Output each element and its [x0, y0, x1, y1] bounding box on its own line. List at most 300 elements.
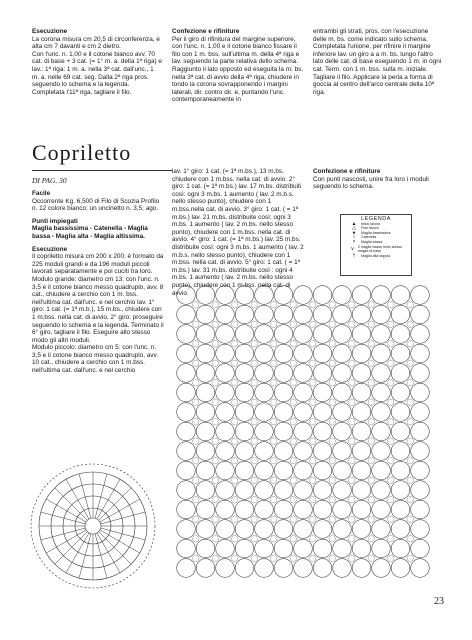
legend-title: LEGENDA	[361, 216, 391, 222]
small-module	[251, 477, 257, 483]
large-module	[411, 500, 430, 519]
small-module	[388, 438, 394, 444]
small-module	[251, 380, 257, 386]
large-module	[313, 500, 332, 519]
small-module	[407, 438, 413, 444]
small-module	[271, 380, 277, 386]
large-module	[313, 520, 332, 539]
small-module	[329, 380, 335, 386]
large-module	[196, 325, 215, 344]
large-module	[294, 403, 313, 422]
small-module	[329, 341, 335, 347]
large-module	[352, 344, 371, 363]
large-module	[411, 403, 430, 422]
small-module	[271, 477, 277, 483]
legend-label: Fine lavoro	[361, 226, 379, 231]
large-module	[235, 520, 254, 539]
large-module	[196, 539, 215, 558]
large-module	[177, 383, 196, 402]
large-module	[196, 344, 215, 363]
large-module	[294, 500, 313, 519]
large-module	[235, 559, 254, 578]
page-reference: DI PAG. 30	[32, 176, 67, 185]
large-module	[294, 520, 313, 539]
large-module	[352, 305, 371, 324]
legend-item	[347, 254, 411, 259]
small-module	[349, 360, 355, 366]
large-module	[294, 305, 313, 324]
large-module	[372, 344, 391, 363]
large-module	[411, 286, 430, 305]
small-module	[271, 438, 277, 444]
large-module	[333, 305, 352, 324]
large-module	[333, 286, 352, 305]
large-module	[391, 442, 410, 461]
large-module	[294, 442, 313, 461]
small-module	[368, 536, 374, 542]
large-module	[313, 403, 332, 422]
small-module	[232, 302, 238, 308]
legend-symbol-icon: ×	[352, 238, 356, 245]
small-module	[193, 419, 199, 425]
large-module	[352, 559, 371, 578]
small-module	[251, 321, 257, 327]
small-module	[251, 341, 257, 347]
large-module	[313, 286, 332, 305]
small-module	[212, 360, 218, 366]
large-module	[313, 442, 332, 461]
large-module	[274, 442, 293, 461]
large-module	[196, 559, 215, 578]
small-module	[407, 302, 413, 308]
large-module	[333, 539, 352, 558]
motif-stitch-line	[99, 488, 132, 521]
large-module	[313, 364, 332, 383]
small-module	[368, 555, 374, 561]
small-module	[388, 497, 394, 503]
large-module	[216, 364, 235, 383]
small-module	[329, 321, 335, 327]
small-module	[193, 497, 199, 503]
legend-symbol-icon: ∨	[350, 245, 355, 252]
small-module	[368, 360, 374, 366]
small-module	[251, 419, 257, 425]
small-module	[310, 321, 316, 327]
large-module	[255, 305, 274, 324]
large-module	[313, 539, 332, 558]
small-module	[232, 555, 238, 561]
large-module	[333, 559, 352, 578]
small-module	[290, 555, 296, 561]
large-module	[411, 520, 430, 539]
legend-label: Maglia bassissima	[361, 230, 391, 235]
small-module	[212, 458, 218, 464]
small-module	[212, 380, 218, 386]
large-module	[294, 539, 313, 558]
small-module	[212, 399, 218, 405]
large-module	[274, 403, 293, 422]
large-module	[352, 422, 371, 441]
motif-stitch-line	[55, 532, 88, 565]
small-module	[290, 360, 296, 366]
small-module	[251, 438, 257, 444]
large-module	[372, 403, 391, 422]
small-module	[349, 341, 355, 347]
small-module	[349, 458, 355, 464]
small-module	[407, 555, 413, 561]
large-module	[294, 383, 313, 402]
small-module	[407, 458, 413, 464]
small-module	[271, 341, 277, 347]
paragraph: Modulo piccolo: diametro cm 5: con l'unc. n. 3,5 e il cotone bianco messo quadruplo, avv. 10 cat., chiudere a cerchio con 1 m.bss. nell'ultima cat. dall'unc. e nel cerchio	[32, 344, 158, 375]
small-module	[193, 477, 199, 483]
small-module	[349, 497, 355, 503]
small-module	[368, 438, 374, 444]
small-module	[193, 302, 199, 308]
large-module	[313, 559, 332, 578]
small-module	[349, 399, 355, 405]
large-module	[255, 383, 274, 402]
large-module	[274, 383, 293, 402]
small-module	[349, 536, 355, 542]
large-module	[196, 364, 215, 383]
large-module	[313, 461, 332, 480]
large-module	[391, 461, 410, 480]
large-module	[294, 344, 313, 363]
large-module	[235, 325, 254, 344]
small-module	[329, 419, 335, 425]
small-module	[310, 419, 316, 425]
small-module	[212, 536, 218, 542]
large-module	[391, 305, 410, 324]
small-module	[388, 477, 394, 483]
large-module	[372, 539, 391, 558]
large-module	[391, 286, 410, 305]
small-module	[290, 380, 296, 386]
top-column-1	[32, 28, 162, 96]
small-module-diagram	[28, 462, 158, 590]
small-module	[310, 497, 316, 503]
paragraph: La corona misura cm 20,5 di circonferenza, è alta cm 7 davanti e cm 2 dietro.	[32, 35, 160, 51]
large-module	[255, 344, 274, 363]
large-module	[372, 500, 391, 519]
large-module	[313, 383, 332, 402]
small-module	[193, 516, 199, 522]
large-module	[274, 344, 293, 363]
large-module	[274, 520, 293, 539]
large-module	[411, 559, 430, 578]
small-module	[310, 360, 316, 366]
paragraph: Occorrente Kg. 6,500 di Filo di Scozia Profilo n. 12 colore bianco; un uncinetto n. 3,5; ago.	[32, 197, 160, 213]
small-module	[290, 302, 296, 308]
small-module	[388, 536, 394, 542]
small-module	[212, 497, 218, 503]
large-module	[255, 403, 274, 422]
small-module	[407, 516, 413, 522]
small-module	[368, 302, 374, 308]
legend-items	[341, 222, 411, 259]
large-module	[216, 559, 235, 578]
large-module	[216, 286, 235, 305]
small-module	[193, 321, 199, 327]
legend-label: Maglia bassa	[361, 239, 383, 244]
small-module	[407, 380, 413, 386]
large-module	[352, 500, 371, 519]
small-module	[271, 419, 277, 425]
large-module	[274, 325, 293, 344]
middle-column	[172, 168, 304, 297]
large-module	[255, 442, 274, 461]
small-module	[388, 419, 394, 425]
large-module	[352, 539, 371, 558]
small-module	[310, 458, 316, 464]
large-module	[352, 383, 371, 402]
small-module	[271, 536, 277, 542]
large-module	[255, 559, 274, 578]
large-module	[196, 305, 215, 324]
small-module	[310, 380, 316, 386]
large-module	[333, 481, 352, 500]
small-module	[271, 399, 277, 405]
small-module	[349, 477, 355, 483]
large-module	[313, 305, 332, 324]
large-module	[333, 325, 352, 344]
large-module	[333, 344, 352, 363]
small-module	[329, 536, 335, 542]
small-module	[251, 536, 257, 542]
small-module	[329, 516, 335, 522]
large-module	[391, 559, 410, 578]
large-module	[235, 383, 254, 402]
large-module	[274, 305, 293, 324]
small-module	[388, 380, 394, 386]
large-module	[216, 442, 235, 461]
small-module	[251, 360, 257, 366]
large-module	[196, 403, 215, 422]
small-module	[232, 516, 238, 522]
small-module	[251, 302, 257, 308]
section-heading: Facile	[32, 190, 51, 197]
large-module	[391, 481, 410, 500]
small-module	[193, 360, 199, 366]
large-module	[333, 500, 352, 519]
large-module	[352, 461, 371, 480]
large-module	[411, 481, 430, 500]
legend-item	[347, 245, 411, 254]
legend-label: Catenella	[361, 235, 377, 240]
small-module	[310, 341, 316, 347]
small-module	[212, 555, 218, 561]
large-module	[313, 344, 332, 363]
small-module	[310, 536, 316, 542]
paragraph: Maglia bassissima - Catenella - Maglia bassa - Maglia alta - Maglia altissima.	[32, 225, 148, 240]
small-module	[271, 555, 277, 561]
large-module	[274, 559, 293, 578]
large-module	[372, 481, 391, 500]
legend-label: 2 maglie basse nello stesso maglia di base	[357, 244, 403, 254]
large-module	[333, 403, 352, 422]
small-module	[290, 536, 296, 542]
large-module	[411, 364, 430, 383]
large-module	[235, 539, 254, 558]
small-module	[251, 497, 257, 503]
large-module	[294, 422, 313, 441]
small-module	[212, 321, 218, 327]
small-module	[193, 399, 199, 405]
large-module	[274, 286, 293, 305]
large-module	[274, 500, 293, 519]
large-module	[274, 461, 293, 480]
large-module	[274, 422, 293, 441]
large-module	[177, 422, 196, 441]
large-module	[391, 364, 410, 383]
large-module	[177, 364, 196, 383]
small-module	[232, 536, 238, 542]
small-module	[212, 477, 218, 483]
large-module	[411, 442, 430, 461]
small-module	[349, 516, 355, 522]
paragraph: Con punti nascosti, unire fra loro i moduli seguendo lo schema.	[313, 175, 429, 191]
large-module	[372, 520, 391, 539]
small-module	[368, 477, 374, 483]
small-module	[368, 419, 374, 425]
small-module	[349, 438, 355, 444]
large-module	[411, 344, 430, 363]
large-module	[391, 539, 410, 558]
small-module	[407, 497, 413, 503]
small-module	[388, 458, 394, 464]
small-module	[310, 302, 316, 308]
large-module	[177, 305, 196, 324]
small-module	[193, 536, 199, 542]
small-module	[271, 497, 277, 503]
large-module	[333, 520, 352, 539]
small-module	[290, 477, 296, 483]
small-module	[212, 516, 218, 522]
small-module	[349, 380, 355, 386]
small-module	[212, 341, 218, 347]
small-module	[329, 497, 335, 503]
small-module	[349, 419, 355, 425]
large-module	[294, 559, 313, 578]
large-module	[196, 481, 215, 500]
large-module	[411, 305, 430, 324]
large-module	[372, 461, 391, 480]
small-module	[329, 302, 335, 308]
large-module	[196, 422, 215, 441]
large-module	[235, 305, 254, 324]
large-module	[177, 344, 196, 363]
small-module	[290, 419, 296, 425]
large-module	[255, 539, 274, 558]
paragraph: lav. 1° giro: 1 cat. (= 1ª m.bs.), 13 m.bs. chiudere con 1 m.bss. nella cat. di avvio. 2° giro: 1 cat. (= 1ª m.bs.) lav. 17 m.bs. distribuiti così: ogni 3 m.bs. 1 aumento ( lav. 2 m.b.s. nello stesso punto), chiudere con 1 m.bss.nella cat. di avvio. 3° giro: 1 cat. ( = 1ª m.bs.) lav. 21 m.bs. distribuite così: ogni 3 m.bs. 1 aumento ( lav. 2 m.bs. nello stesso punto), chiudere con 1 m.bss. nella cat. di avvio. 4° giro: 1 cat. (= 1ª m.bs.) lav. 25 m.bs. distribuite così: ogni 3 m.bs. 1 aumento ( lav. 2 m.b.s. nello stesso punto), chiudere con 1 m.bss. nella cat. di avvio. 5° giro: 1 cat. ( = 1ª m.bs.) lav. 31 m.bs. distribuite così : ogni 4 m.bs. 1 aumento ( lav. 2 m.bs. nello stesso punto), chiudere con 1 m.bss. nella cat. di avvio.	[172, 168, 304, 297]
paragraph: Modulo grande: diametro cm 13: con l'unc. n. 3,5 e il cotone bianco messo quadruplo, avv. 8 cat., chiudere a cerchio con 1 m. bss. nell'ultima cat. dall'unc. e nel cerchio lav. 1° giro: 1 cat. (= 1ª m.b.), 15 m.bs., chiudere con 1 m.bss. nella cat. di avvio. 2° giro: proseguire seguendo lo schema e la legenda. Terminato il 6° giro, tagliare il filo. Eseguire allo stesso modo gli altri moduli.	[32, 275, 164, 344]
small-module	[232, 321, 238, 327]
large-module	[216, 344, 235, 363]
motif-stitch-line	[99, 532, 132, 565]
page-number: 23	[434, 596, 444, 607]
assembly-diagram	[176, 285, 440, 585]
large-module	[391, 325, 410, 344]
large-module	[177, 461, 196, 480]
small-module	[388, 555, 394, 561]
small-module	[368, 399, 374, 405]
large-module	[235, 481, 254, 500]
small-module	[407, 536, 413, 542]
title-divider	[32, 170, 172, 171]
small-module	[310, 516, 316, 522]
small-module	[271, 321, 277, 327]
large-module	[235, 364, 254, 383]
large-module	[196, 442, 215, 461]
large-module	[255, 520, 274, 539]
small-module	[407, 477, 413, 483]
large-module	[372, 559, 391, 578]
small-module	[251, 399, 257, 405]
small-module	[329, 399, 335, 405]
legend-label: Inizio lavoro	[361, 221, 381, 226]
large-module	[177, 403, 196, 422]
large-module	[313, 481, 332, 500]
small-module	[310, 477, 316, 483]
large-module	[352, 403, 371, 422]
small-module	[232, 438, 238, 444]
small-module	[232, 341, 238, 347]
large-module	[274, 364, 293, 383]
large-module	[216, 500, 235, 519]
large-module	[177, 442, 196, 461]
small-module	[329, 438, 335, 444]
small-module	[232, 477, 238, 483]
large-module	[177, 286, 196, 305]
section-title: Copriletto	[32, 140, 132, 165]
large-module	[372, 286, 391, 305]
small-module	[329, 477, 335, 483]
small-module	[212, 302, 218, 308]
small-module	[290, 497, 296, 503]
large-module	[352, 481, 371, 500]
small-module	[232, 497, 238, 503]
large-module	[274, 539, 293, 558]
large-module	[235, 500, 254, 519]
large-module	[313, 422, 332, 441]
legend-label: Maglia alta doppia	[361, 253, 391, 258]
small-module	[310, 438, 316, 444]
large-module	[177, 520, 196, 539]
paragraph: Con l'unc. n. 1,00 e il cotone bianco avv. 70 cat. di base + 3 cat. (= 1° m. a. della 1ª riga) e lav.: 1ª riga: 1 m. a. nella 3ª cat. dall'unc., 1 m. a. nelle 69 cat. seg. Dalla 2ª riga pros. seguendo lo schema e la legenda. Completata l'11ª riga, tagliare il filo.	[32, 50, 162, 96]
large-module	[196, 500, 215, 519]
large-module	[391, 422, 410, 441]
large-module	[391, 344, 410, 363]
large-module	[216, 539, 235, 558]
large-module	[255, 364, 274, 383]
small-module	[329, 555, 335, 561]
large-module	[235, 286, 254, 305]
large-module	[235, 422, 254, 441]
section-heading: Confezione e rifiniture	[172, 28, 240, 35]
large-module	[216, 383, 235, 402]
large-module	[391, 403, 410, 422]
small-module	[368, 341, 374, 347]
large-module	[255, 481, 274, 500]
paragraph: entrambi gli strati, pros. con l'esecuzione delle m. bs. come indicato sullo schema. Completata l'unione, per rifinire il margine inferiore lav. un giro a a m. bs. lungo l'altro lato delle cat. di base eseguendo 1 m. in ogni cat. Term. con 1 m. bss. sulla m. iniziale. Tagliare il filo. Applicare la perla a forma di goccia al centro dell'arco centrale della 10ª riga.	[313, 28, 442, 96]
large-module	[177, 325, 196, 344]
small-module	[388, 399, 394, 405]
large-module	[216, 481, 235, 500]
legend-symbol-icon: △	[352, 225, 356, 232]
small-module	[407, 360, 413, 366]
small-module	[193, 380, 199, 386]
